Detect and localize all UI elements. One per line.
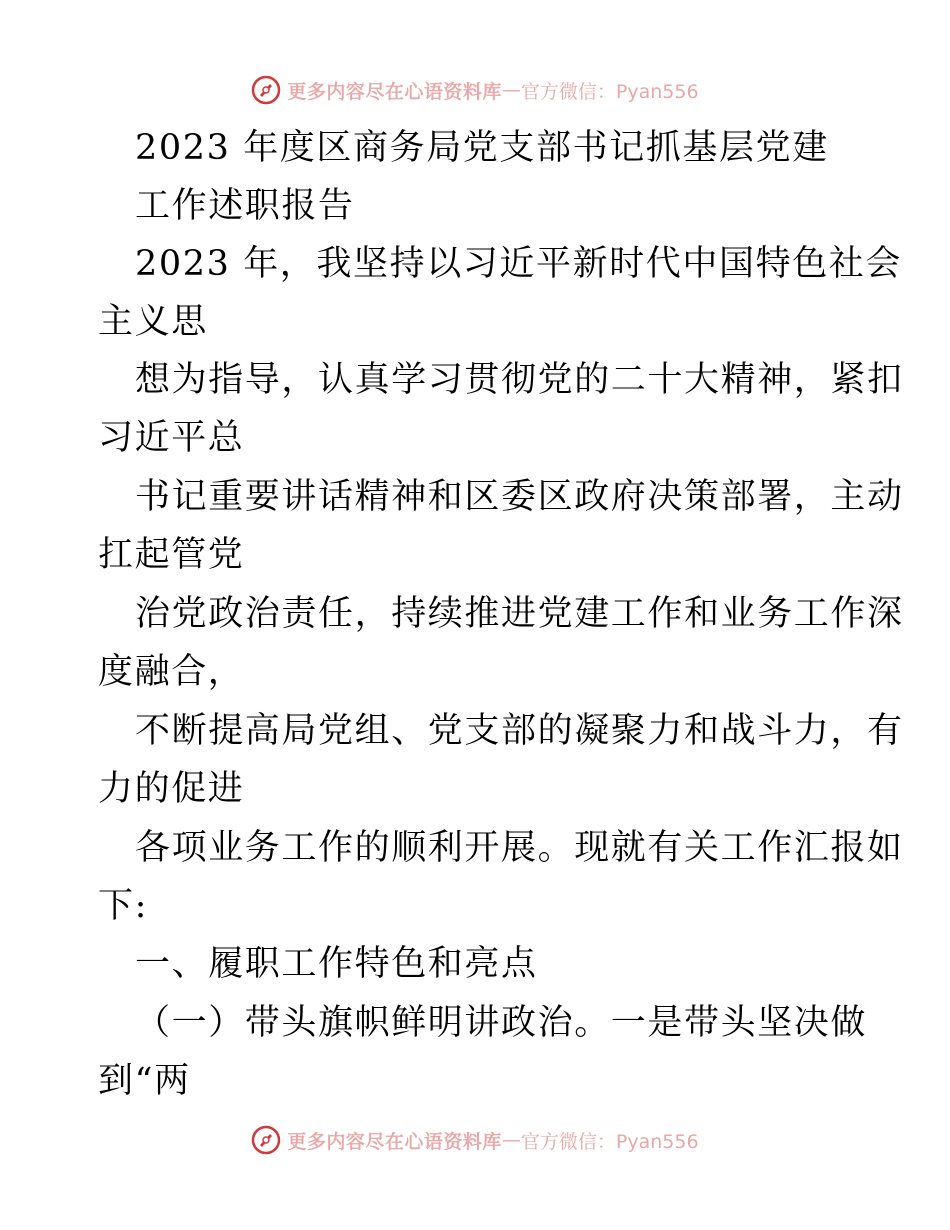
text-line: 到“两: [98, 1061, 191, 1101]
text-line: 下:: [98, 886, 148, 926]
watermark-dash: —: [501, 1129, 521, 1151]
header-watermark: [0, 70, 950, 110]
text-line: 度融合，: [98, 652, 245, 692]
watermark-text: 更多内容尽在心语资料库: [287, 80, 502, 103]
text-line: 扛起管党: [98, 535, 245, 575]
logo-icon: [251, 1125, 281, 1155]
subsection-line: （一）带头旗帜鲜明讲政治。一是带头坚决做: [135, 1003, 868, 1043]
section-heading: 一、履职工作特色和亮点: [135, 944, 538, 984]
logo-icon: [251, 75, 281, 105]
watermark-contact: 官方微信：Pyan556: [520, 1130, 699, 1153]
text-line: 治党政治责任，持续推进党建工作和业务工作深: [135, 594, 904, 634]
text-line: 不断提高局党组、党支部的凝聚力和战斗力，有: [135, 711, 904, 751]
text-line: 习近平总: [98, 418, 245, 458]
watermark-contact: 官方微信：Pyan556: [520, 80, 699, 103]
text-line: 想为指导，认真学习贯彻党的二十大精神，紧扣: [135, 360, 904, 400]
text-line: 力的促进: [98, 769, 245, 809]
watermark-dash: —: [501, 79, 521, 101]
title-line-1: 2023 年度区商务局党支部书记抓基层党建: [135, 128, 829, 168]
title-line-2: 工作述职报告: [135, 186, 355, 226]
text-line: 书记重要讲话精神和区委区政府决策部署，主动: [135, 477, 904, 517]
text-line: 主义思: [98, 302, 208, 342]
text-line: 2023 年，我坚持以习近平新时代中国特色社会: [135, 244, 902, 284]
text-line: 各项业务工作的顺利开展。现就有关工作汇报如: [135, 828, 904, 868]
watermark-text: 更多内容尽在心语资料库: [287, 1130, 502, 1153]
footer-watermark: [0, 1120, 950, 1160]
